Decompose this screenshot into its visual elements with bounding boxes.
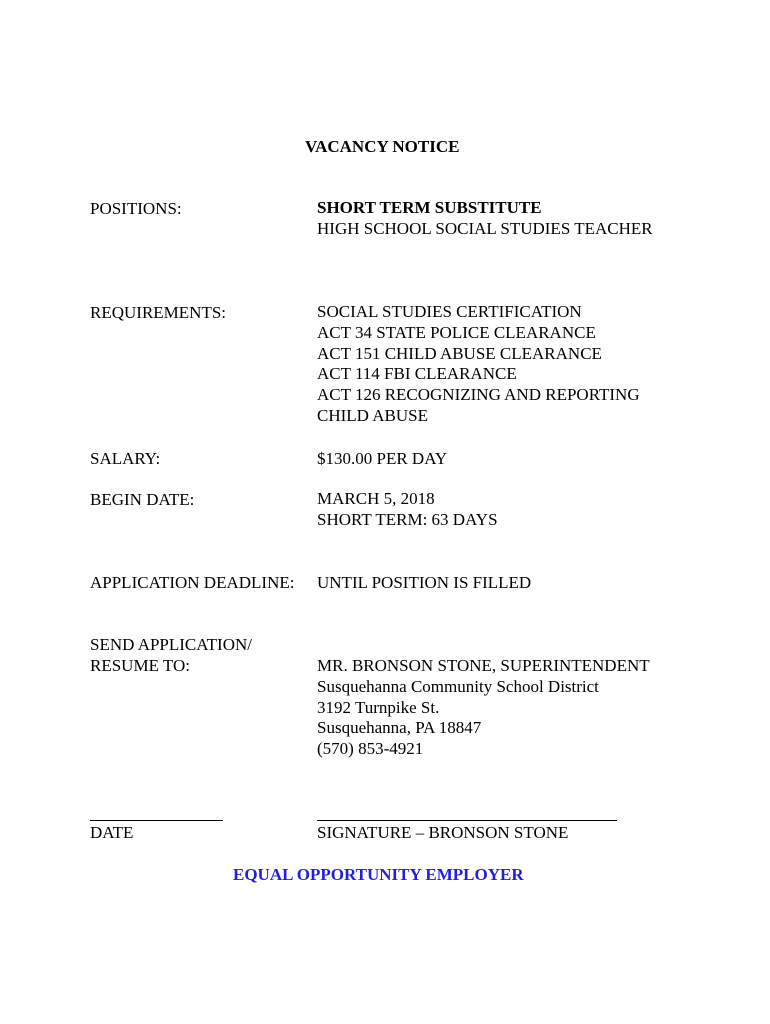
requirement-line: SOCIAL STUDIES CERTIFICATION <box>317 302 582 321</box>
deadline-label: APPLICATION DEADLINE: <box>90 573 295 592</box>
address-line: MR. BRONSON STONE, SUPERINTENDENT <box>317 656 650 675</box>
address-line: Susquehanna Community School District <box>317 676 599 696</box>
address-line: (570) 853-4921 <box>317 739 424 759</box>
address-line: Susquehanna, PA 18847 <box>317 718 482 738</box>
signature-line <box>317 820 617 821</box>
send-to-address <box>317 656 650 760</box>
begin-date-label: BEGIN DATE: <box>90 490 195 509</box>
requirement-line: ACT 126 RECOGNIZING AND REPORTING <box>317 385 640 405</box>
address-line: 3192 Turnpike St. <box>317 697 440 717</box>
salary-value: $130.00 PER DAY <box>317 449 448 468</box>
deadline-value: UNTIL POSITION IS FILLED <box>317 573 532 592</box>
positions-label: POSITIONS: <box>90 199 182 218</box>
send-to-label-line: RESUME TO: <box>90 655 190 675</box>
position-subtitle: HIGH SCHOOL SOCIAL STUDIES TEACHER <box>317 218 653 238</box>
salary-label: SALARY: <box>90 449 161 468</box>
date-line <box>90 820 223 821</box>
requirement-line: ACT 151 CHILD ABUSE CLEARANCE <box>317 343 602 363</box>
position-title: SHORT TERM SUBSTITUTE <box>317 198 542 217</box>
begin-date-line: SHORT TERM: 63 DAYS <box>317 509 498 529</box>
requirement-line: ACT 34 STATE POLICE CLEARANCE <box>317 322 596 342</box>
signature-label: SIGNATURE – BRONSON STONE <box>317 823 569 842</box>
requirement-line: ACT 114 FBI CLEARANCE <box>317 364 517 384</box>
positions-value <box>317 198 653 240</box>
begin-date-value <box>317 489 498 531</box>
send-to-label-line: SEND APPLICATION/ <box>90 635 252 654</box>
send-to-label <box>90 635 252 677</box>
equal-opportunity-footer: EQUAL OPPORTUNITY EMPLOYER <box>233 865 524 884</box>
date-label: DATE <box>90 823 134 842</box>
begin-date-line: MARCH 5, 2018 <box>317 489 435 508</box>
requirements-value <box>317 302 640 427</box>
requirements-label: REQUIREMENTS: <box>90 303 226 322</box>
requirement-line: CHILD ABUSE <box>317 405 428 425</box>
page-title: VACANCY NOTICE <box>305 137 460 156</box>
